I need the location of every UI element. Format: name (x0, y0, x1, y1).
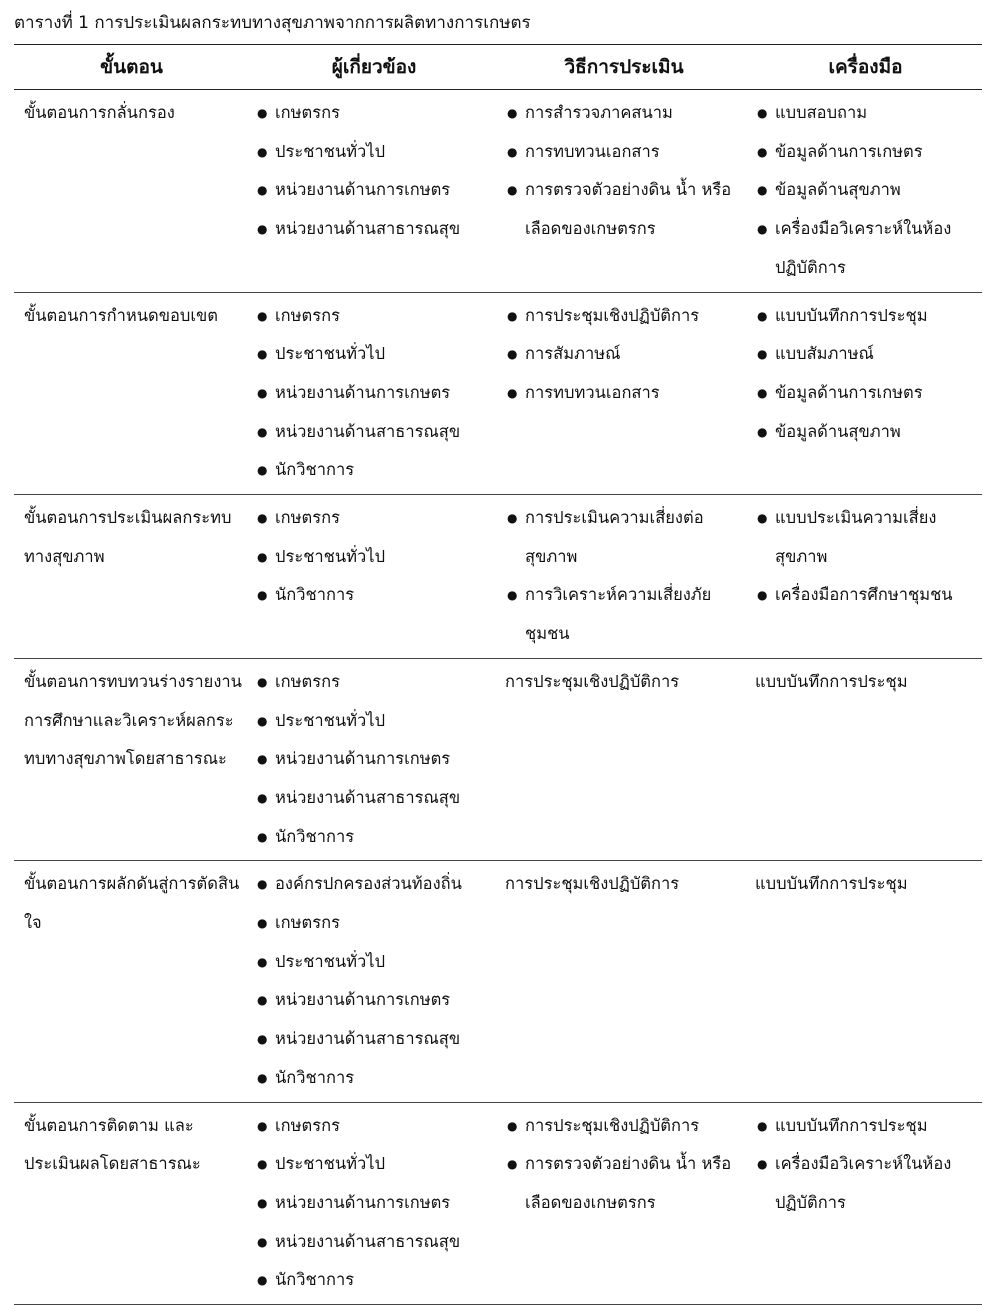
list-item: ● หน่วยงานด้านการเกษตร (255, 1184, 493, 1223)
tools-cell (749, 495, 982, 659)
list-item: ● การตรวจตัวอย่างดิน น้ำ หรือเลือดของเกษตรกร (505, 1145, 743, 1222)
list-item: ● ข้อมูลด้านสุขภาพ (755, 171, 976, 210)
list-item: ● การตรวจตัวอย่างดิน น้ำ หรือเลือดของเกษตรกร (505, 171, 743, 248)
stakeholders-cell (249, 658, 499, 861)
step-cell: ขั้นตอนการทบทวนร่างรายงานการศึกษาและวิเคราะห์ผลกระทบทางสุขภาพโดยสาธารณะ (14, 658, 249, 861)
list-item: ● หน่วยงานด้านการเกษตร (255, 171, 493, 210)
methods-list (505, 1107, 743, 1223)
list-item: ● การวิเคราะห์ความเสี่ยงภัยชุมชน (505, 576, 743, 653)
methods-cell (499, 1102, 749, 1305)
stakeholders-cell (249, 90, 499, 293)
table-row (14, 1102, 982, 1305)
list-item: ● แบบบันทึกการประชุม (755, 1107, 976, 1146)
header-methods: วิธีการประเมิน (499, 45, 749, 90)
table-header (14, 45, 982, 90)
list-item: ● เกษตรกร (255, 1107, 493, 1146)
list-item: ● เกษตรกร (255, 297, 493, 336)
list-item: ● เครื่องมือวิเคราะห์ในห้องปฏิบัติการ (755, 210, 976, 287)
table-row (14, 495, 982, 659)
list-item: ● นักวิชาการ (255, 576, 493, 615)
list-item: ● เครื่องมือวิเคราะห์ในห้องปฏิบัติการ (755, 1145, 976, 1222)
table-row (14, 658, 982, 861)
tools-cell (749, 292, 982, 495)
assessment-table (14, 44, 982, 1305)
list-item: ● แบบประเมินความเสี่ยงสุขภาพ (755, 499, 976, 576)
list-item: ● นักวิชาการ (255, 1261, 493, 1300)
list-item: ● ประชาชนทั่วไป (255, 133, 493, 172)
table-body (14, 90, 982, 1305)
stakeholders-list (255, 499, 493, 615)
stakeholders-cell (249, 861, 499, 1102)
list-item: ● ข้อมูลด้านสุขภาพ (755, 413, 976, 452)
table-row (14, 861, 982, 1102)
list-item: ● การสัมภาษณ์ (505, 335, 743, 374)
stakeholders-cell (249, 1102, 499, 1305)
list-item: ● แบบสอบถาม (755, 94, 976, 133)
tools-list (755, 297, 976, 452)
list-item: ● การประชุมเชิงปฏิบัติการ (505, 297, 743, 336)
list-item: ● ข้อมูลด้านการเกษตร (755, 374, 976, 413)
methods-list (505, 499, 743, 654)
stakeholders-cell (249, 292, 499, 495)
list-item: ● หน่วยงานด้านสาธารณสุข (255, 210, 493, 249)
table-row (14, 90, 982, 293)
list-item: ● เกษตรกร (255, 499, 493, 538)
list-item: ● เกษตรกร (255, 94, 493, 133)
methods-list (505, 94, 743, 249)
list-item: ● หน่วยงานด้านสาธารณสุข (255, 1223, 493, 1262)
list-item: ● หน่วยงานด้านการเกษตร (255, 740, 493, 779)
list-item: ● เกษตรกร (255, 904, 493, 943)
list-item: ● นักวิชาการ (255, 451, 493, 490)
list-item: ● ประชาชนทั่วไป (255, 1145, 493, 1184)
list-item: ● องค์กรปกครองส่วนท้องถิ่น (255, 865, 493, 904)
stakeholders-list (255, 94, 493, 249)
list-item: ● หน่วยงานด้านการเกษตร (255, 374, 493, 413)
tools-list (755, 1107, 976, 1223)
header-stakeholders: ผู้เกี่ยวข้อง (249, 45, 499, 90)
list-item: ● หน่วยงานด้านสาธารณสุข (255, 1020, 493, 1059)
list-item: ● ข้อมูลด้านการเกษตร (755, 133, 976, 172)
stakeholders-cell (249, 495, 499, 659)
table-row (14, 292, 982, 495)
methods-cell (499, 90, 749, 293)
header-tools: เครื่องมือ (749, 45, 982, 90)
list-item: ● หน่วยงานด้านสาธารณสุข (255, 779, 493, 818)
table-caption: ตารางที่ 1 การประเมินผลกระทบทางสุขภาพจากการผลิตทางการเกษตร (14, 13, 531, 33)
step-cell: ขั้นตอนการผลักดันสู่การตัดสินใจ (14, 861, 249, 1102)
header-step: ขั้นตอน (14, 45, 249, 90)
list-item: ● การสำรวจภาคสนาม (505, 94, 743, 133)
list-item: ● การประเมินความเสี่ยงต่อสุขภาพ (505, 499, 743, 576)
list-item: ● หน่วยงานด้านสาธารณสุข (255, 413, 493, 452)
list-item: ● การทบทวนเอกสาร (505, 133, 743, 172)
step-cell: ขั้นตอนการติดตาม และประเมินผลโดยสาธารณะ (14, 1102, 249, 1305)
methods-cell (499, 495, 749, 659)
tools-cell (749, 1102, 982, 1305)
methods-cell: การประชุมเชิงปฏิบัติการ (499, 658, 749, 861)
stakeholders-list (255, 865, 493, 1097)
stakeholders-list (255, 1107, 493, 1301)
list-item: ● เครื่องมือการศึกษาชุมชน (755, 576, 976, 615)
tools-list (755, 94, 976, 288)
list-item: ● การประชุมเชิงปฏิบัติการ (505, 1107, 743, 1146)
stakeholders-list (255, 663, 493, 857)
tools-list (755, 499, 976, 615)
methods-list (505, 297, 743, 413)
tools-cell: แบบบันทึกการประชุม (749, 861, 982, 1102)
list-item: ● แบบสัมภาษณ์ (755, 335, 976, 374)
step-cell: ขั้นตอนการกำหนดขอบเขต (14, 292, 249, 495)
list-item: ● แบบบันทึกการประชุม (755, 297, 976, 336)
tools-cell: แบบบันทึกการประชุม (749, 658, 982, 861)
methods-cell (499, 292, 749, 495)
list-item: ● การทบทวนเอกสาร (505, 374, 743, 413)
list-item: ● ประชาชนทั่วไป (255, 538, 493, 577)
methods-cell: การประชุมเชิงปฏิบัติการ (499, 861, 749, 1102)
header-row (14, 45, 982, 90)
list-item: ● ประชาชนทั่วไป (255, 702, 493, 741)
list-item: ● ประชาชนทั่วไป (255, 943, 493, 982)
list-item: ● เกษตรกร (255, 663, 493, 702)
step-cell: ขั้นตอนการประเมินผลกระทบทางสุขภาพ (14, 495, 249, 659)
step-cell: ขั้นตอนการกลั่นกรอง (14, 90, 249, 293)
list-item: ● ประชาชนทั่วไป (255, 335, 493, 374)
tools-cell (749, 90, 982, 293)
list-item: ● หน่วยงานด้านการเกษตร (255, 981, 493, 1020)
stakeholders-list (255, 297, 493, 491)
list-item: ● นักวิชาการ (255, 818, 493, 857)
list-item: ● นักวิชาการ (255, 1059, 493, 1098)
